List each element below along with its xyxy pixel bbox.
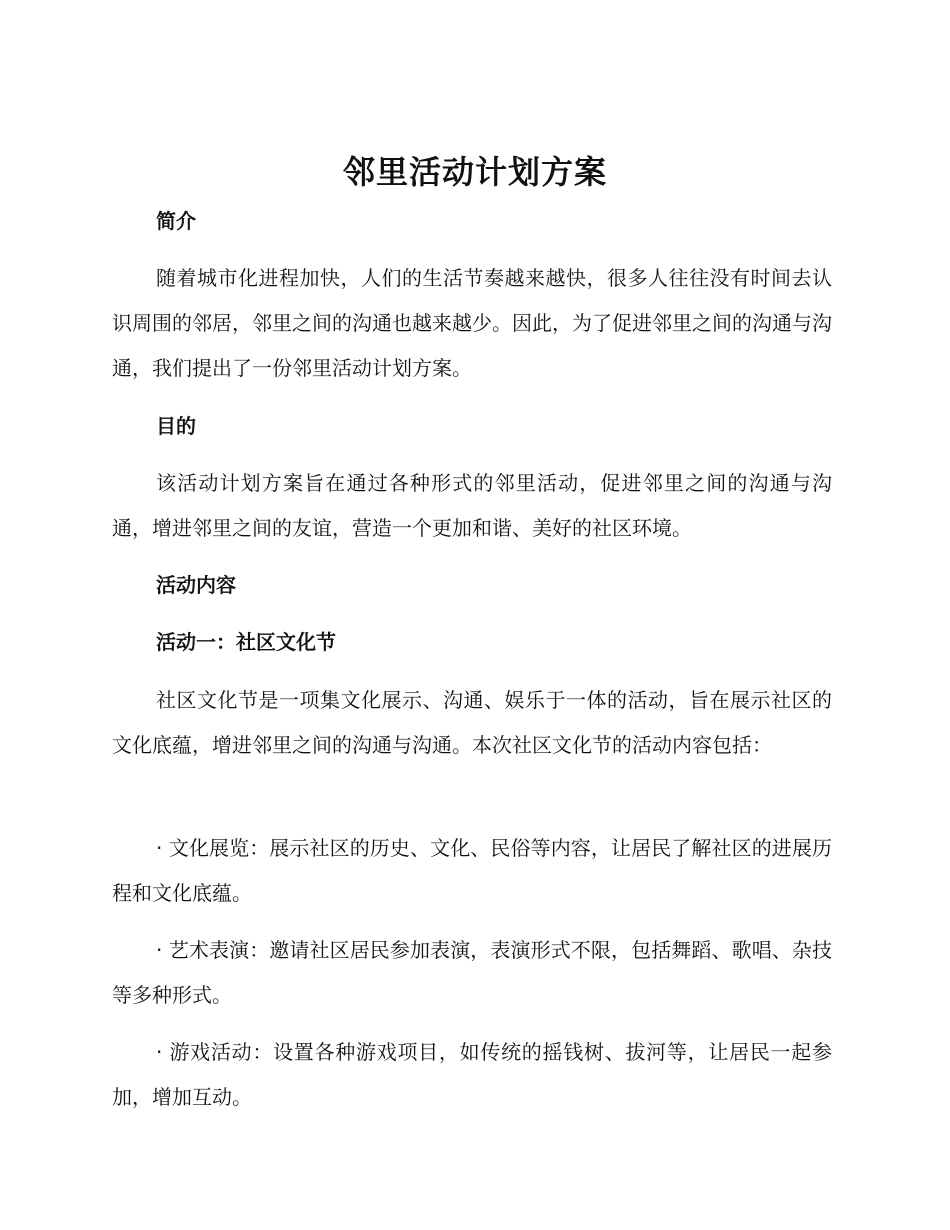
section-heading-content: 活动内容 [156,573,236,597]
list-item-game-activities: · 游戏活动：设置各种游戏项目，如传统的摇钱树、拔河等，让居民一起参加，增加互动。 [112,1040,832,1109]
paragraph-activity1: 社区文化节是一项集文化展示、沟通、娱乐于一体的活动，旨在展示社区的文化底蕴，增进邻里之间的沟通与沟通。本次社区文化节的活动内容包括： [112,688,832,757]
section-heading-activity1: 活动一：社区文化节 [156,630,336,654]
paragraph-intro: 随着城市化进程加快，人们的生活节奏越来越快，很多人往往没有时间去认识周围的邻居，邻里之间的沟通也越来越少。因此，为了促进邻里之间的沟通与沟通，我们提出了一份邻里活动计划方案。 [112,266,832,380]
list-item-culture-exhibition: · 文化展览：展示社区的历史、文化、民俗等内容，让居民了解社区的进展历程和文化底蕴。 [112,836,832,905]
paragraph-purpose: 该活动计划方案旨在通过各种形式的邻里活动，促进邻里之间的沟通与沟通，增进邻里之间的友谊，营造一个更加和谐、美好的社区环境。 [112,471,832,540]
section-heading-purpose: 目的 [156,414,196,438]
section-heading-intro: 简介 [156,209,196,233]
document-title: 邻里活动计划方案 [342,153,607,191]
list-item-art-performance: · 艺术表演：邀请社区居民参加表演，表演形式不限，包括舞蹈、歌唱、杂技等多种形式。 [112,938,832,1007]
